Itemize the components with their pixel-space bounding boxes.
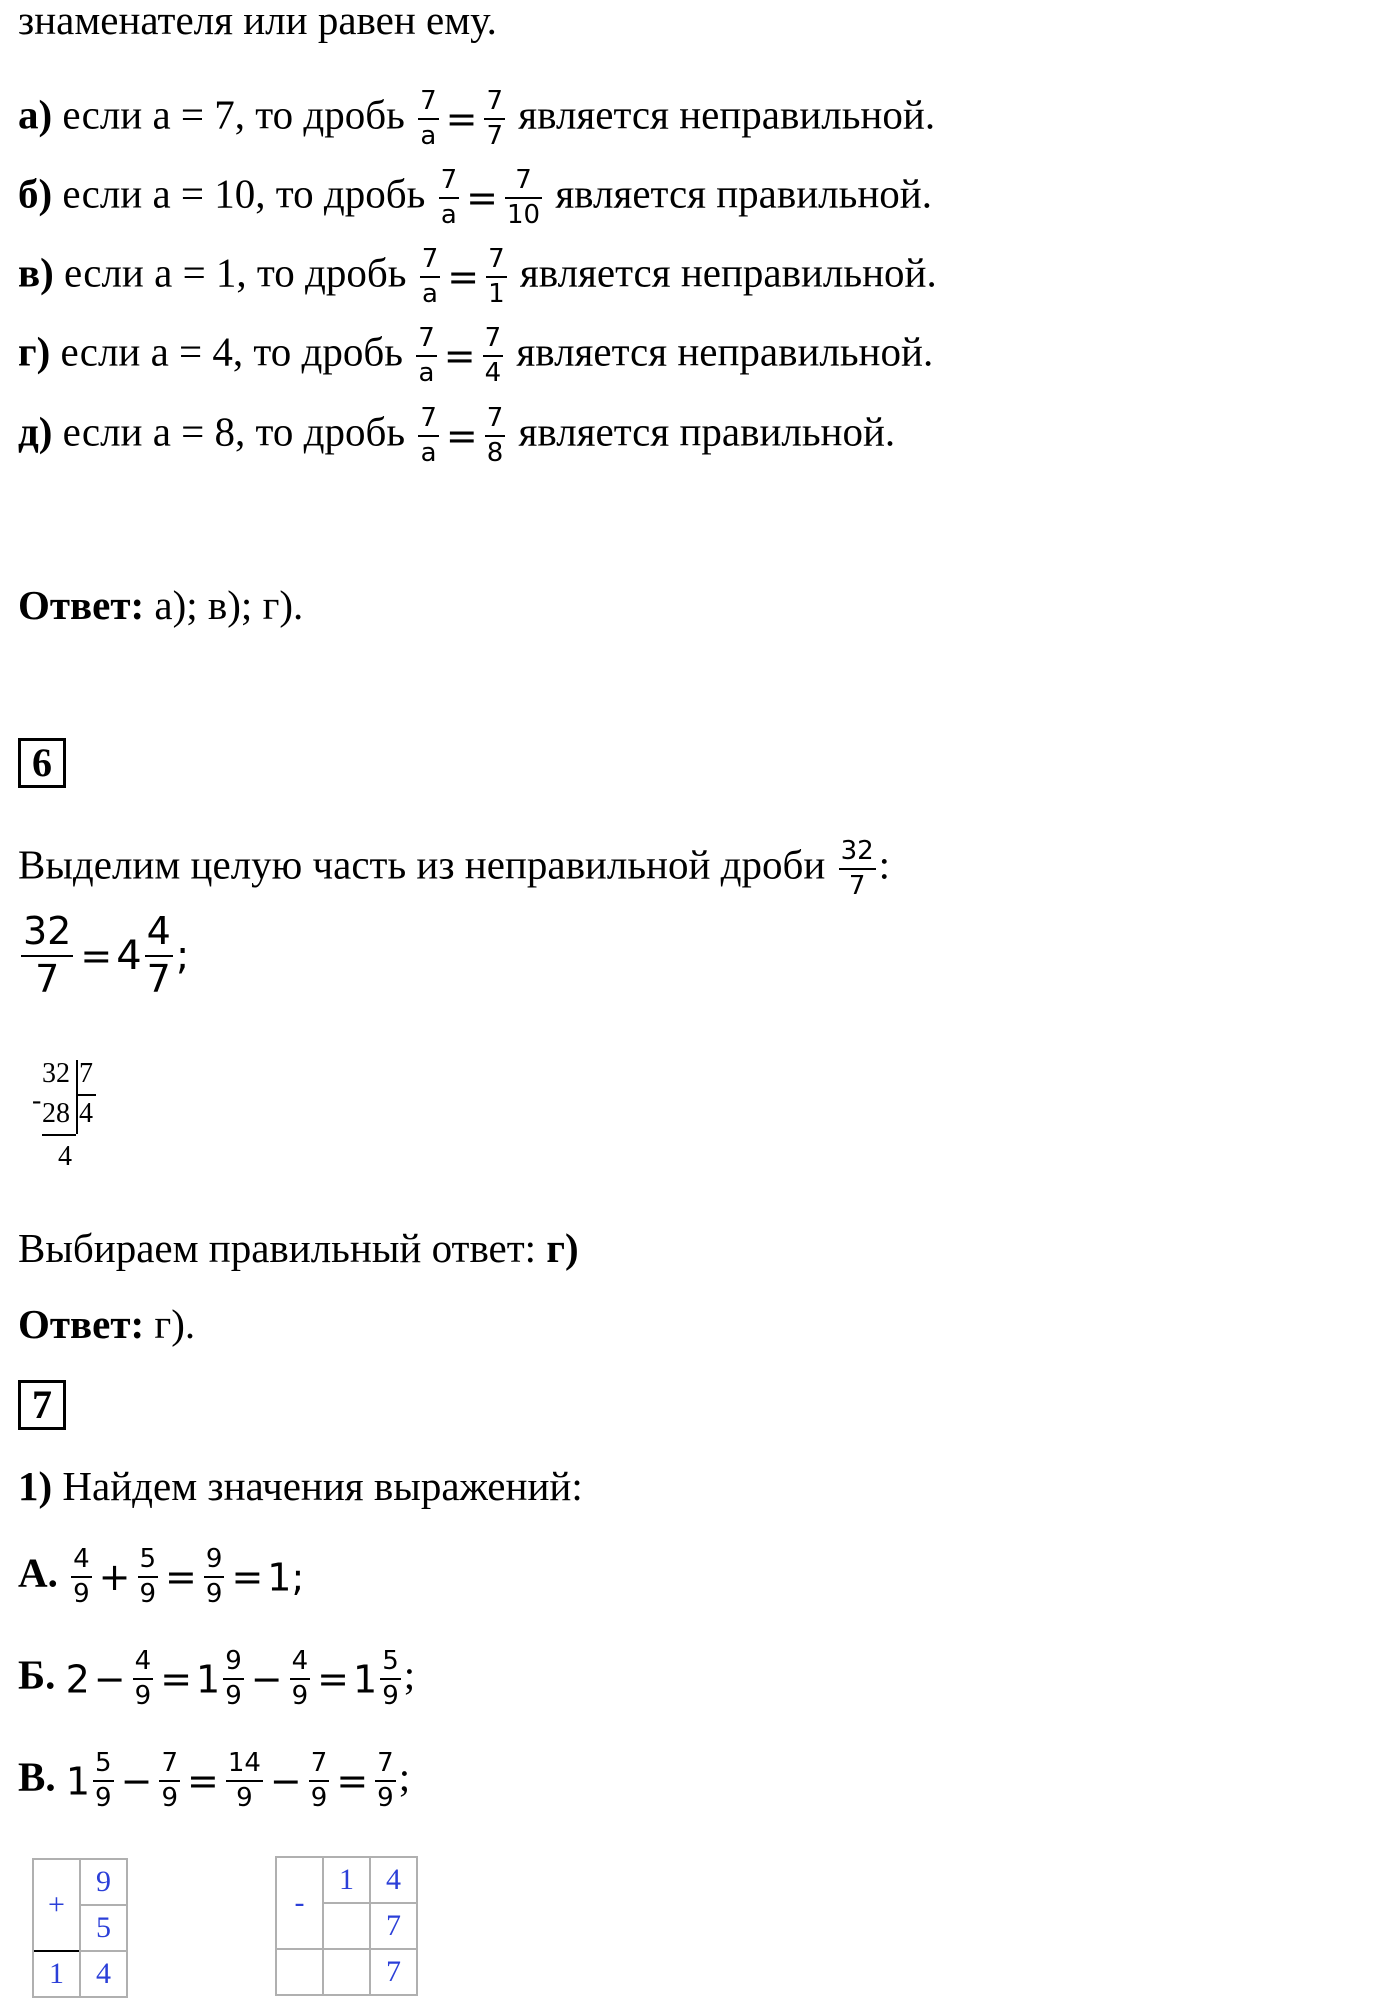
grid-cell: 1 [323, 1857, 370, 1903]
fraction [505, 167, 542, 230]
numerator: 9 [204, 1546, 225, 1578]
equals-sign: = [160, 1657, 193, 1702]
equals-sign: = [443, 334, 476, 379]
whole-part: 1 [353, 1657, 378, 1702]
numerator: 5 [93, 1750, 114, 1782]
expression-v [18, 1750, 410, 1813]
fraction [420, 246, 441, 309]
equals-sign: = [80, 933, 113, 978]
expression-b [18, 1648, 415, 1711]
fraction [418, 405, 439, 468]
equals-sign: = [186, 1759, 219, 1804]
continuation-text: знаменателя или равен ему. [18, 0, 497, 43]
numerator: 7 [486, 246, 507, 278]
equals-sign: = [317, 1657, 349, 1702]
grid-cell: 9 [80, 1859, 127, 1905]
subtraction-grid [275, 1856, 418, 1996]
denominator: 7 [848, 871, 866, 902]
grid-cell [323, 1903, 370, 1949]
case-text: если а = 4, то дробь [50, 328, 414, 375]
denominator: 7 [146, 956, 171, 1001]
fraction [839, 838, 876, 901]
denominator: 9 [134, 1681, 152, 1712]
fraction [71, 1546, 92, 1609]
numerator: 4 [290, 1648, 311, 1680]
addition-grid [32, 1858, 128, 1998]
denominator: 9 [310, 1783, 328, 1814]
case-label: д) [18, 408, 53, 455]
choose-answer: г) [546, 1225, 579, 1271]
minus-sign: − [93, 1657, 126, 1702]
semicolon: ; [403, 1651, 416, 1698]
denominator: 9 [139, 1579, 157, 1610]
numerator: 7 [483, 325, 504, 357]
case-result: является правильной. [508, 408, 896, 455]
step-text: Найдем значения выражений: [52, 1463, 583, 1509]
answer-1 [18, 582, 304, 628]
semicolon: ; [175, 932, 190, 979]
dividend: 32 [42, 1058, 70, 1089]
case-label: в) [18, 249, 54, 296]
plus-sign: + [98, 1555, 131, 1600]
denominator: 4 [484, 358, 502, 389]
equals-sign: = [447, 255, 480, 300]
intro-text: Выделим целую часть из неправильной дроби [18, 841, 836, 888]
equals-sign: = [445, 97, 478, 142]
minus-sign: − [250, 1657, 283, 1702]
answer-2 [18, 1301, 196, 1347]
expression-a [18, 1546, 304, 1609]
denominator: а [418, 358, 435, 389]
denominator: 9 [205, 1579, 223, 1610]
denominator: 7 [35, 956, 60, 1001]
denominator: а [420, 438, 437, 469]
minus-sign: - [276, 1857, 323, 1949]
task6-intro [18, 838, 890, 901]
plus-sign: + [33, 1859, 80, 1951]
case-text: если а = 8, то дробь [52, 408, 416, 455]
minus-sign: − [120, 1759, 153, 1804]
fraction [133, 1648, 154, 1711]
fraction [93, 1750, 114, 1813]
numerator: 9 [223, 1648, 244, 1680]
fraction [159, 1750, 180, 1813]
case-label: г) [18, 328, 51, 375]
task7-step [18, 1463, 583, 1509]
remainder: 4 [58, 1141, 72, 1172]
case-result: является неправильной. [509, 249, 937, 296]
equals-sign: = [445, 414, 478, 459]
numerator: 14 [226, 1750, 263, 1782]
whole-part: 1 [196, 1657, 221, 1702]
equals-sign: = [165, 1555, 197, 1600]
denominator: 9 [236, 1783, 253, 1814]
result: 1; [267, 1555, 305, 1600]
answer-value: г). [144, 1301, 196, 1347]
numerator: 7 [485, 405, 506, 437]
numerator: 32 [839, 838, 876, 870]
grid-cell: 4 [370, 1857, 417, 1903]
grid-cell: 7 [370, 1949, 417, 1995]
fraction [380, 1648, 401, 1711]
denominator: 9 [73, 1579, 90, 1610]
numerator: 7 [159, 1750, 180, 1782]
minus-sign: - [32, 1085, 42, 1116]
division-vertical-line [76, 1060, 78, 1134]
colon: : [878, 841, 891, 888]
answer-value: а); в); г). [144, 582, 304, 628]
denominator: 9 [382, 1681, 399, 1712]
numerator: 4 [71, 1546, 92, 1578]
whole-part: 4 [116, 932, 142, 979]
semicolon: ; [398, 1753, 411, 1800]
denominator: 9 [291, 1681, 309, 1712]
quotient: 4 [79, 1098, 93, 1129]
numerator: 7 [375, 1750, 396, 1782]
case-text: если а = 7, то дробь [52, 91, 416, 138]
answer-label: Ответ: [18, 582, 145, 628]
denominator: 10 [506, 200, 541, 231]
equals-sign: = [336, 1759, 369, 1804]
fraction [145, 909, 173, 1001]
fraction [138, 1546, 159, 1609]
case-result: является неправильной. [508, 91, 936, 138]
answer-label: Ответ: [18, 1301, 145, 1347]
fraction [309, 1750, 330, 1813]
case-text: если а = 10, то дробь [52, 170, 436, 217]
numerator: 7 [418, 405, 439, 437]
numerator: 4 [145, 912, 173, 957]
numerator: 5 [380, 1648, 401, 1680]
grid-cell [276, 1949, 323, 1995]
denominator: 9 [161, 1783, 178, 1814]
task6-choose [18, 1225, 579, 1271]
division-subtract-line [42, 1134, 76, 1136]
denominator: 9 [225, 1681, 242, 1712]
minus-sign: − [269, 1759, 302, 1804]
numerator: 7 [416, 325, 437, 357]
fraction [223, 1648, 244, 1711]
denominator: 1 [488, 279, 505, 310]
equals-sign: = [231, 1555, 264, 1600]
fraction [226, 1750, 263, 1813]
denominator: а [440, 200, 457, 231]
case-label: б) [18, 170, 53, 217]
fraction [290, 1648, 311, 1711]
whole-part: 1 [65, 1759, 91, 1804]
case-g [18, 325, 933, 388]
fraction [484, 88, 505, 151]
expression-label: В. [18, 1753, 56, 1800]
numerator: 7 [418, 88, 439, 120]
division-divisor-line [78, 1094, 96, 1096]
case-label: а) [18, 91, 53, 138]
denominator: 8 [486, 438, 504, 469]
grid-cell [323, 1949, 370, 1995]
fraction [375, 1750, 396, 1813]
whole-part: 2 [65, 1657, 90, 1702]
case-v [18, 246, 937, 309]
fraction [418, 88, 439, 151]
grid-cell: 1 [33, 1951, 80, 1997]
numerator: 5 [138, 1546, 159, 1578]
numerator: 7 [439, 167, 460, 199]
choose-text: Выбираем правильный ответ: [18, 1225, 547, 1271]
fraction [204, 1546, 225, 1609]
denominator: а [420, 121, 437, 152]
divisor: 7 [79, 1058, 93, 1089]
numerator: 7 [505, 167, 542, 199]
fraction [21, 909, 73, 1001]
task6-equation [18, 909, 190, 1001]
denominator: а [422, 279, 438, 310]
denominator: 9 [95, 1783, 112, 1814]
numerator: 7 [484, 88, 505, 120]
subtrahend: 28 [42, 1098, 70, 1129]
case-result: является правильной. [545, 170, 932, 217]
fraction [416, 325, 437, 388]
grid-cell: 7 [370, 1903, 417, 1949]
expression-label: А. [18, 1549, 58, 1596]
task-number-box: 6 [18, 738, 66, 788]
fraction [439, 167, 460, 230]
numerator: 7 [309, 1750, 330, 1782]
numerator: 4 [133, 1648, 154, 1680]
expression-label: Б. [18, 1651, 56, 1698]
case-a [18, 88, 935, 151]
case-b [18, 167, 932, 230]
case-text: если а = 1, то дробь [53, 249, 417, 296]
equals-sign: = [466, 176, 498, 221]
denominator: 9 [377, 1783, 394, 1814]
fraction [485, 405, 506, 468]
numerator: 7 [420, 246, 441, 278]
case-result: является неправильной. [506, 328, 934, 375]
task-number-box: 7 [18, 1380, 66, 1430]
fraction [486, 246, 507, 309]
fraction [483, 325, 504, 388]
grid-cell: 4 [80, 1951, 127, 1997]
step-label: 1) [18, 1463, 53, 1509]
grid-cell: 5 [80, 1905, 127, 1951]
denominator: 7 [486, 121, 504, 152]
case-d [18, 405, 895, 468]
numerator: 32 [21, 912, 73, 957]
